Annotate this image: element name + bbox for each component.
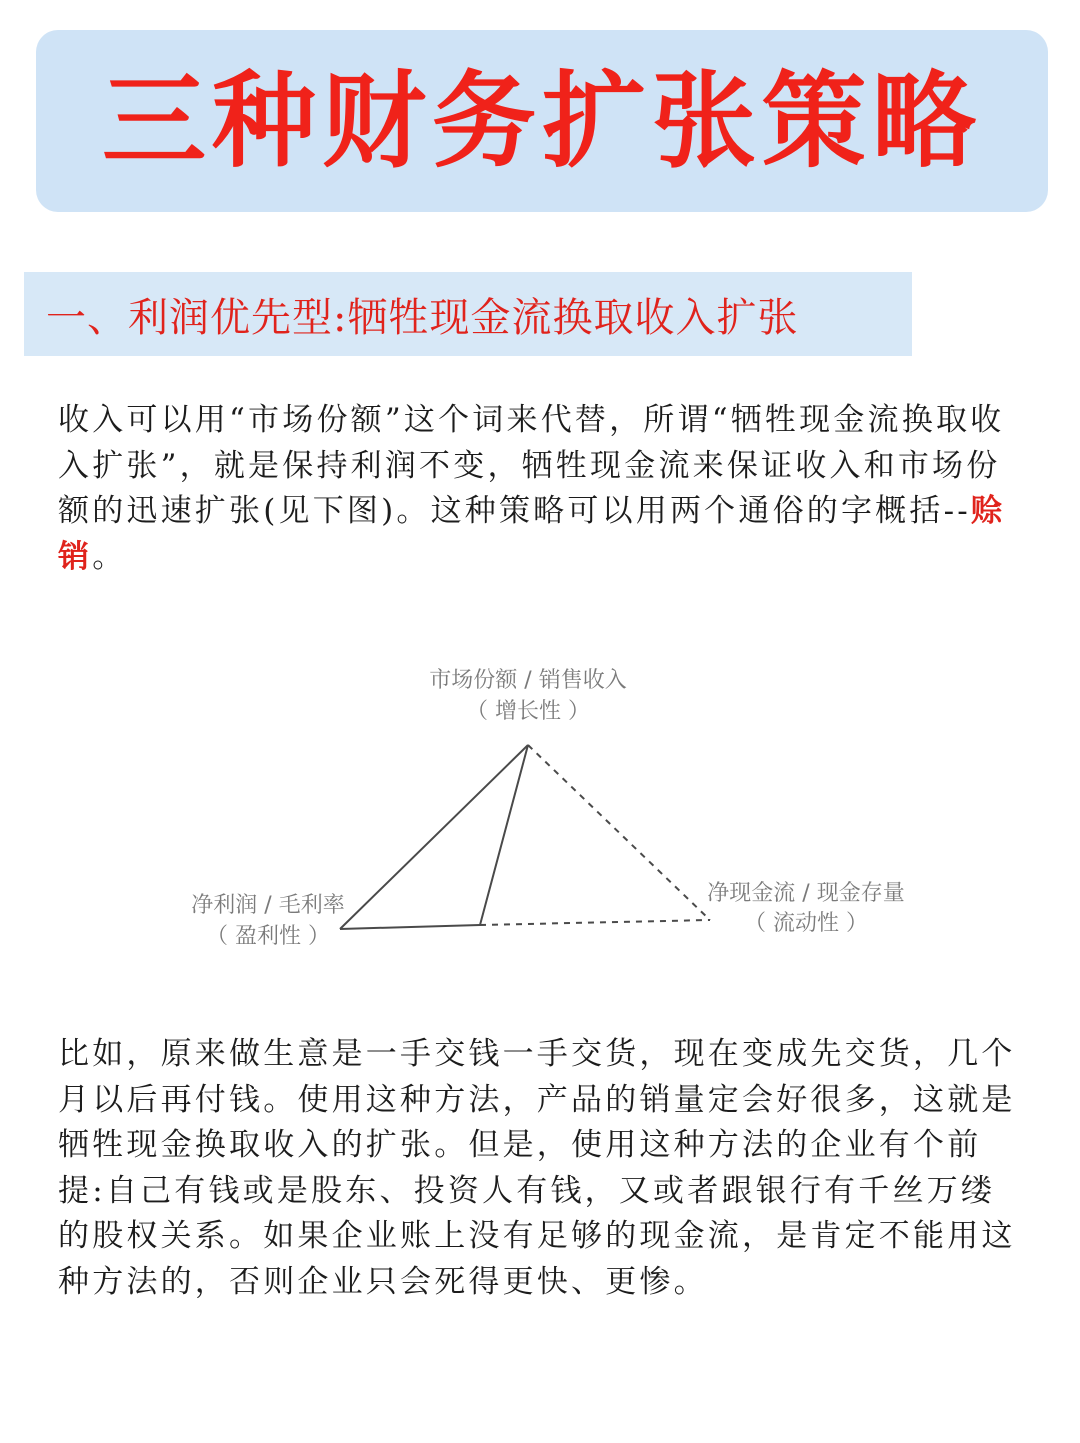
section-header: [24, 272, 912, 356]
edge-top-inner: [480, 745, 528, 925]
title-banner: [36, 30, 1048, 212]
label-right-sub: （ 流动性 ）: [744, 911, 868, 936]
intro-text: 收入可以用“市场份额”这个词来代替，所谓“牺牲现金流换取收入扩张”，就是保持利润不变，牺牲现金流来保证收入和市场份额的迅速扩张(见下图)。这种策略可以用两个通俗的字概括--: [58, 402, 1005, 529]
edge-base-dashed: [480, 920, 710, 925]
example-paragraph: 比如，原来做生意是一手交钱一手交货，现在变成先交货，几个月以后再付钱。使用这种方法，产品的销量定会好很多，这就是牺牲现金换取收入的扩张。但是，使用这种方法的企业有个前提:自己有钱或是股东、投资人有钱，又或者跟银行有千丝万缕的股权关系。如果企业账上没有足够的现金流，是肯定不能用这种方法的，否则企业只会死得更快、更惨。: [58, 1036, 1016, 1300]
label-right: 净现金流 / 现金存量: [707, 881, 905, 906]
intro-end: 。: [92, 538, 127, 575]
edge-base-solid: [340, 925, 480, 929]
triangle-svg: [170, 652, 930, 972]
label-left-sub: （ 盈利性 ）: [206, 924, 330, 949]
label-left: 净利润 / 毛利率: [191, 893, 345, 918]
page-title: 三种财务扩张策略: [101, 60, 982, 182]
edge-top-left: [340, 745, 528, 929]
label-top: 市场份额 / 销售收入: [429, 668, 627, 693]
section-heading: 一、利润优先型:牺牲现金流换取收入扩张: [46, 294, 799, 341]
intro-paragraph: [58, 398, 1026, 580]
edge-top-right-dashed: [528, 745, 710, 920]
label-top-sub: （ 增长性 ）: [466, 699, 590, 724]
strategy-triangle-diagram: [170, 652, 930, 972]
highlight-term: 赊销: [58, 493, 1006, 575]
